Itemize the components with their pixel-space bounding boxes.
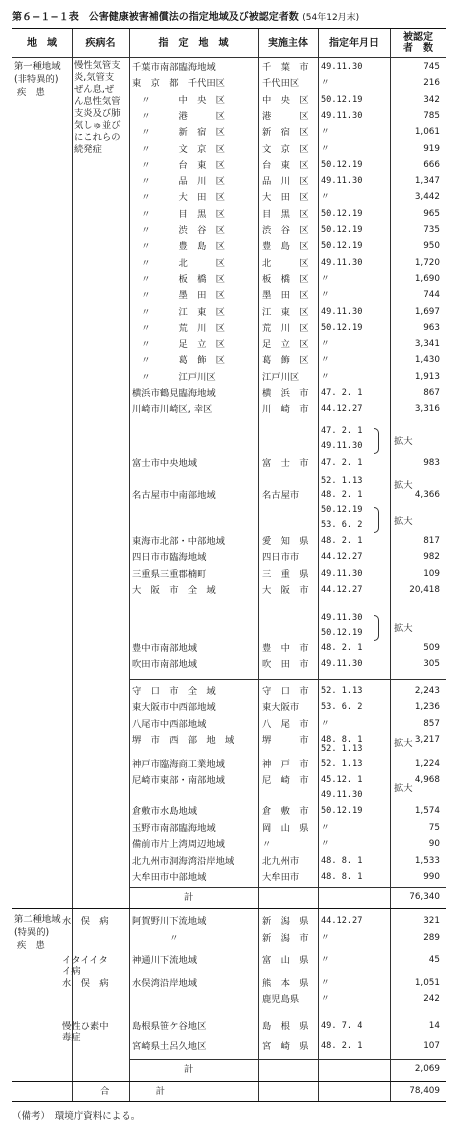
date-cell: 〃 xyxy=(321,718,330,729)
date-cell: 50.12.19 xyxy=(321,241,363,252)
date-cell: 45.12. 1 xyxy=(321,775,363,785)
body-cell: 守 口 市 xyxy=(262,686,309,697)
disease-cell: 慢性ひ素中 毒症 xyxy=(62,1020,109,1043)
date-cell: 50.12.19 xyxy=(321,322,363,333)
body-cell: 〃 xyxy=(262,839,272,850)
osaka-brace xyxy=(374,615,379,641)
date-cell: 48. 8. 1 xyxy=(321,855,363,866)
table-row xyxy=(12,700,446,715)
header-region: 地 域 xyxy=(27,37,57,49)
area-cell: 〃 xyxy=(132,932,179,944)
total-value: 78,409 xyxy=(409,1086,440,1096)
count-cell: 1,533 xyxy=(414,855,440,866)
body-cell: 品 川 区 xyxy=(262,176,309,188)
count-cell: 20,418 xyxy=(409,584,440,595)
count-cell: 982 xyxy=(423,552,440,563)
area-cell: 〃 品 川 区 xyxy=(132,176,225,188)
fuji-date-row-1 xyxy=(12,424,446,439)
body-cell: 大 阪 市 xyxy=(262,584,309,596)
table-row xyxy=(12,256,446,271)
count-cell: 1,913 xyxy=(414,371,440,382)
body-cell: 文 京 区 xyxy=(262,143,309,155)
table-row xyxy=(12,402,446,417)
date-cell: 〃 xyxy=(321,143,330,154)
date-cell: 〃 xyxy=(321,339,330,350)
sakai-date-row-b xyxy=(12,742,446,757)
date-cell: 53. 6. 2 xyxy=(321,702,363,713)
nagoya-kakudai: 拡大 xyxy=(394,516,413,527)
date-cell: 49.11.30 xyxy=(321,306,363,317)
area-cell: 水俣湾沿岸地域 xyxy=(132,977,198,989)
area-cell: 〃 足 立 区 xyxy=(132,339,225,351)
header-disease: 疾病名 xyxy=(85,37,116,49)
table-row xyxy=(12,353,446,368)
body-cell: 倉 敷 市 xyxy=(262,806,309,817)
date-cell: 49.11.30 xyxy=(321,659,363,669)
area-cell: 玉野市南部臨海地域 xyxy=(132,822,216,834)
count-cell: 109 xyxy=(423,568,440,579)
table-row xyxy=(12,93,446,108)
body-cell: 大牟田市 xyxy=(262,872,300,883)
date-cell: 49.11.30 xyxy=(321,176,363,187)
date-cell: 48. 2. 1 xyxy=(321,643,363,653)
count-cell: 242 xyxy=(423,994,440,1004)
area-cell: 守 口 市 全 域 xyxy=(132,686,216,697)
osaka-date-a: 49.11.30 xyxy=(321,613,363,623)
count-cell: 1,347 xyxy=(414,176,440,187)
count-cell: 1,690 xyxy=(414,273,440,284)
date-cell: 47. 2. 1 xyxy=(321,458,363,468)
date-cell: 52. 1.13 xyxy=(321,759,363,769)
table-row xyxy=(12,158,446,173)
body-cell: 板 橋 区 xyxy=(262,273,309,285)
header-area: 指 定 地 域 xyxy=(158,37,229,49)
count-cell: 4,366 xyxy=(414,490,440,500)
body-cell: 富 山 県 xyxy=(262,955,309,966)
table-row xyxy=(12,109,446,124)
table-row xyxy=(12,534,446,549)
date-cell: 〃 xyxy=(321,127,330,138)
table-row xyxy=(12,870,446,885)
body-cell: 目 黒 区 xyxy=(262,208,309,220)
osaka-date-row-a xyxy=(12,611,446,626)
body-cell: 足 立 区 xyxy=(262,339,309,351)
body-cell: 川 崎 市 xyxy=(262,404,309,416)
fuji-date-b: 49.11.30 xyxy=(321,441,363,451)
table-row xyxy=(12,239,446,254)
body-cell: 尼 崎 市 xyxy=(262,775,309,786)
body-cell: 江 東 区 xyxy=(262,306,309,318)
group1-subtotal-value: 76,340 xyxy=(409,892,440,902)
body-cell: 渋 谷 区 xyxy=(262,225,309,236)
date-cell: 44.12.27 xyxy=(321,584,363,595)
body-cell: 豊 島 区 xyxy=(262,241,309,253)
table-row xyxy=(12,773,446,788)
table-row xyxy=(12,854,446,869)
body-cell: 三 重 県 xyxy=(262,568,309,580)
count-cell: 4,968 xyxy=(414,775,440,785)
area-cell: 〃 荒 川 区 xyxy=(132,322,225,334)
body-cell: 北 区 xyxy=(262,257,309,269)
rule-h-total xyxy=(12,1081,446,1082)
body-cell: 島 根 県 xyxy=(262,1020,309,1032)
body-cell: 千 葉 市 xyxy=(262,62,309,73)
area-cell: 三重県三重郡楠町 xyxy=(132,568,207,580)
count-cell: 744 xyxy=(423,290,440,301)
count-cell: 965 xyxy=(423,208,440,219)
body-cell: 四日市市 xyxy=(262,552,300,564)
table-row xyxy=(12,804,446,819)
date-cell: 49.11.30 xyxy=(321,62,363,72)
date-cell: 44.12.27 xyxy=(321,916,363,926)
date-cell: 44.12.27 xyxy=(321,404,363,415)
count-cell: 509 xyxy=(423,643,440,653)
fuji-brace xyxy=(374,428,379,454)
ama-kakudai: 拡大 xyxy=(394,783,413,794)
osaka-kakudai: 拡大 xyxy=(394,623,413,634)
area-cell: 〃 港 区 xyxy=(132,110,225,122)
count-cell: 321 xyxy=(423,916,440,926)
table-row xyxy=(12,125,446,140)
area-cell: 〃 中 央 区 xyxy=(132,94,225,106)
group2-subtotal-value: 2,069 xyxy=(414,1064,440,1074)
table-row xyxy=(12,567,446,582)
table-row xyxy=(12,641,446,656)
table-row xyxy=(12,583,446,598)
group2-region: 第二種地域 (特異的) 疾 患 xyxy=(14,914,61,951)
total-label: 合 計 xyxy=(100,1086,166,1097)
count-cell: 735 xyxy=(423,225,440,235)
date-cell: 49.11.30 xyxy=(321,568,363,579)
body-cell: 荒 川 区 xyxy=(262,322,309,334)
group1-subtotal-label: 計 xyxy=(184,892,194,903)
table-title-main: 第６−１−１表 公害健康被害補償法の指定地域及び被認定者数 xyxy=(12,12,299,23)
ama-date-b: 49.11.30 xyxy=(321,790,363,800)
group1-region: 第一種地域 (非特異的) 疾 患 xyxy=(14,61,61,98)
disease-cell: 水 俣 病 xyxy=(62,916,109,927)
fuji-kakudai-2: 拡大 xyxy=(394,480,413,491)
fuji-date-mid: 52. 1.13 xyxy=(321,476,363,486)
body-cell: 八 尾 市 xyxy=(262,718,309,730)
count-cell: 2,243 xyxy=(414,686,440,696)
nagoya-date-row-a xyxy=(12,503,446,518)
body-cell: 神 戸 市 xyxy=(262,759,309,770)
body-cell: 千代田区 xyxy=(262,78,300,90)
area-cell: 神戸市臨海商工業地域 xyxy=(132,759,225,770)
area-cell: 富士市中央地域 xyxy=(132,458,198,469)
area-cell: 名古屋市中南部地域 xyxy=(132,490,216,501)
date-cell: 44.12.27 xyxy=(321,552,363,563)
header-count: 被認定 者 数 xyxy=(403,32,433,54)
group1-subtotal-row xyxy=(12,890,446,905)
date-cell: 50.12.19 xyxy=(321,806,363,816)
date-cell: 50.12.19 xyxy=(321,208,363,219)
date-cell: 〃 xyxy=(321,955,330,965)
body-cell: 横 浜 市 xyxy=(262,388,309,399)
area-cell: 島根県笹ケ谷地区 xyxy=(132,1020,207,1032)
area-cell: 尼崎市東部・南部地域 xyxy=(132,775,225,786)
rule-h-sub1 xyxy=(129,887,446,888)
rule-h-sub2 xyxy=(129,1059,446,1060)
date-cell: 48. 2. 1 xyxy=(321,536,363,546)
table-row xyxy=(12,976,446,991)
date-cell: 49.11.30 xyxy=(321,110,363,121)
table-row xyxy=(12,386,446,401)
group2-subtotal-row xyxy=(12,1062,446,1077)
rule-h-group2 xyxy=(12,908,446,909)
count-cell: 857 xyxy=(423,718,440,729)
nagoya-date-a: 50.12.19 xyxy=(321,505,363,515)
body-cell: 堺 市 xyxy=(262,734,309,746)
count-cell: 1,061 xyxy=(414,127,440,138)
body-cell: 葛 飾 区 xyxy=(262,355,309,367)
nagoya-date-b: 53. 6. 2 xyxy=(321,520,363,530)
table-row xyxy=(12,142,446,157)
body-cell: 新 潟 県 xyxy=(262,916,309,927)
area-cell: 堺 市 西 部 地 域 xyxy=(132,734,235,746)
body-cell: 新 潟 市 xyxy=(262,932,309,944)
date-cell: 〃 xyxy=(321,192,330,203)
table-frame xyxy=(12,28,446,1102)
body-cell: 台 東 区 xyxy=(262,159,309,171)
body-cell: 中 央 区 xyxy=(262,94,309,106)
count-cell: 817 xyxy=(423,536,440,546)
count-cell: 1,051 xyxy=(414,977,440,988)
body-cell: 鹿児島県 xyxy=(262,994,300,1005)
table-row xyxy=(12,1019,446,1043)
count-cell: 983 xyxy=(423,458,440,468)
table-row xyxy=(12,305,446,320)
total-row xyxy=(12,1084,446,1099)
body-cell: 宮 崎 県 xyxy=(262,1041,309,1052)
count-cell: 107 xyxy=(423,1041,440,1051)
footnote: （備考） 環境庁資料による。 xyxy=(12,1111,141,1122)
count-cell: 3,316 xyxy=(414,404,440,415)
count-cell: 1,697 xyxy=(414,306,440,317)
fuji-mid-row xyxy=(12,474,446,489)
area-cell: 倉敷市水島地域 xyxy=(132,806,198,817)
count-cell: 90 xyxy=(428,839,440,849)
count-cell: 3,442 xyxy=(414,192,440,203)
count-cell: 1,720 xyxy=(414,257,440,268)
area-cell: 東 京 都 千代田区 xyxy=(132,78,225,90)
fuji-date-a: 47. 2. 1 xyxy=(321,426,363,436)
disease-cell: イタイイタ イ病 xyxy=(62,955,108,977)
fuji-kakudai: 拡大 xyxy=(394,436,413,447)
date-cell: 〃 xyxy=(321,371,330,382)
body-cell: 名古屋市 xyxy=(262,490,300,501)
table-row xyxy=(12,272,446,287)
area-cell: 阿賀野川下流地域 xyxy=(132,916,207,927)
body-cell: 愛 知 県 xyxy=(262,536,309,547)
table-row xyxy=(12,223,446,238)
table-row xyxy=(12,174,446,189)
count-cell: 950 xyxy=(423,241,440,252)
table-row xyxy=(12,456,446,471)
count-cell: 342 xyxy=(423,94,440,105)
area-cell: 東大阪市中西部地域 xyxy=(132,702,216,714)
body-cell: 東大阪市 xyxy=(262,702,300,714)
date-cell: 48. 8. 1 xyxy=(321,734,363,745)
count-cell: 919 xyxy=(423,143,440,154)
table-row xyxy=(12,488,446,503)
count-cell: 289 xyxy=(423,932,440,943)
date-cell: 48. 2. 1 xyxy=(321,490,363,500)
table-row xyxy=(12,821,446,836)
area-cell: 〃 大 田 区 xyxy=(132,192,225,204)
count-cell: 75 xyxy=(428,822,440,833)
date-cell: 50.12.19 xyxy=(321,159,363,170)
date-cell: 〃 xyxy=(321,78,330,89)
table-row xyxy=(12,657,446,672)
date-cell: 47. 2. 1 xyxy=(321,388,363,398)
body-cell: 新 宿 区 xyxy=(262,127,309,139)
table-row xyxy=(12,837,446,852)
count-cell: 3,217 xyxy=(414,734,440,745)
date-cell: 〃 xyxy=(321,822,330,833)
table-row xyxy=(12,337,446,352)
date-cell: 〃 xyxy=(321,839,330,849)
count-cell: 14 xyxy=(428,1020,440,1031)
count-cell: 963 xyxy=(423,322,440,333)
count-cell: 45 xyxy=(428,955,440,965)
nagoya-brace xyxy=(374,507,379,533)
table-row xyxy=(12,914,446,929)
nagoya-date-row-b xyxy=(12,518,446,533)
body-cell: 熊 本 県 xyxy=(262,977,309,989)
table-row xyxy=(12,550,446,565)
date-cell: 50.12.19 xyxy=(321,94,363,105)
group2-subtotal-label: 計 xyxy=(184,1064,194,1075)
area-cell: 川崎市川崎区, 幸区 xyxy=(132,404,213,416)
area-cell: 〃 台 東 区 xyxy=(132,159,225,171)
date-cell: 50.12.19 xyxy=(321,225,363,235)
table-row xyxy=(12,288,446,303)
count-cell: 666 xyxy=(423,159,440,170)
count-cell: 216 xyxy=(423,78,440,89)
date-cell: 〃 xyxy=(321,932,330,943)
body-cell: 豊 中 市 xyxy=(262,643,309,654)
osaka-date-b: 50.12.19 xyxy=(321,628,363,638)
area-cell: 〃 目 黒 区 xyxy=(132,208,225,220)
area-cell: 北九州市洞海湾沿岸地域 xyxy=(132,855,235,867)
header-date: 指定年月日 xyxy=(329,37,379,49)
body-cell: 北九州市 xyxy=(262,855,300,867)
osaka-date-row-b xyxy=(12,626,446,641)
count-cell: 1,236 xyxy=(414,702,440,713)
count-cell: 867 xyxy=(423,388,440,398)
area-cell: 〃 北 区 xyxy=(132,257,225,269)
area-cell: 豊中市南部地域 xyxy=(132,643,198,654)
count-cell: 305 xyxy=(423,659,440,669)
area-cell: 〃 墨 田 区 xyxy=(132,290,225,302)
table-row xyxy=(12,953,446,977)
body-cell: 富 士 市 xyxy=(262,458,309,469)
area-cell: 吹田市南部地域 xyxy=(132,659,198,670)
count-cell: 1,430 xyxy=(414,355,440,366)
area-cell: 〃 新 宿 区 xyxy=(132,127,225,139)
area-cell: 〃 板 橋 区 xyxy=(132,273,225,285)
count-cell: 990 xyxy=(423,872,440,882)
area-cell: 神通川下流地域 xyxy=(132,955,198,966)
area-cell: 千葉市南部臨海地域 xyxy=(132,62,216,73)
sakai-kakudai: 拡大 xyxy=(394,738,413,749)
table-row xyxy=(12,931,446,946)
body-cell: 岡 山 県 xyxy=(262,822,309,834)
area-cell: 大 阪 市 全 域 xyxy=(132,584,216,596)
area-cell: 〃 文 京 区 xyxy=(132,143,225,155)
area-cell: 宮崎県土呂久地区 xyxy=(132,1041,207,1052)
body-cell: 墨 田 区 xyxy=(262,290,309,302)
area-cell: 〃 葛 飾 区 xyxy=(132,355,225,367)
body-cell: 大 田 区 xyxy=(262,192,309,204)
table-row xyxy=(12,717,446,732)
body-cell: 吹 田 市 xyxy=(262,659,309,670)
table-row xyxy=(12,684,446,699)
area-cell: 備前市片上湾周辺地域 xyxy=(132,839,225,850)
area-cell: 〃 江戸川区 xyxy=(132,371,216,383)
group1-disease: 慢性気管支 炎,気管支 ぜん息,ぜ ん息性気管 支炎及び肺 気しゅ並び にこれらの 続発症 xyxy=(74,60,121,155)
date-cell: 49. 7. 4 xyxy=(321,1020,363,1031)
area-cell: 大牟田市中部地域 xyxy=(132,872,207,883)
date-cell: 〃 xyxy=(321,977,330,988)
area-cell: 四日市市臨海地域 xyxy=(132,552,207,564)
rule-h-gap xyxy=(129,679,446,680)
header-body: 実施主体 xyxy=(268,37,308,49)
date-cell: 〃 xyxy=(321,994,330,1004)
date-cell: 〃 xyxy=(321,290,330,301)
area-cell: 横浜市鶴見臨海地域 xyxy=(132,388,216,399)
table-title xyxy=(12,8,359,23)
area-cell: 〃 江 東 区 xyxy=(132,306,225,318)
date-cell: 48. 2. 1 xyxy=(321,1041,363,1051)
table-row xyxy=(12,76,446,91)
count-cell: 1,224 xyxy=(414,759,440,769)
table-row xyxy=(12,190,446,205)
area-cell: 〃 豊 島 区 xyxy=(132,241,225,253)
date-cell: 〃 xyxy=(321,355,330,366)
table-row xyxy=(12,992,446,1007)
rule-h-header xyxy=(12,57,446,58)
count-cell: 3,341 xyxy=(414,339,440,350)
table-row xyxy=(12,207,446,222)
table-title-date: (54年12月末) xyxy=(302,13,360,23)
table-row xyxy=(12,1039,446,1054)
disease-cell: 水 俣 病 xyxy=(62,977,109,989)
body-cell: 港 区 xyxy=(262,110,309,122)
date-cell: 〃 xyxy=(321,273,330,284)
sakai-date-b: 52. 1.13 xyxy=(321,744,363,754)
count-cell: 785 xyxy=(423,110,440,121)
count-cell: 1,574 xyxy=(414,806,440,816)
fuji-date-row-2 xyxy=(12,439,446,454)
table-row xyxy=(12,60,446,75)
table-row xyxy=(12,370,446,385)
count-cell: 745 xyxy=(423,62,440,72)
body-cell: 江戸川区 xyxy=(262,371,300,383)
date-cell: 48. 8. 1 xyxy=(321,872,363,882)
area-cell: 東海市北部・中部地域 xyxy=(132,536,225,547)
date-cell: 52. 1.13 xyxy=(321,686,363,696)
area-cell: 八尾市中西部地域 xyxy=(132,718,207,730)
table-row xyxy=(12,321,446,336)
area-cell: 〃 渋 谷 区 xyxy=(132,225,225,236)
ama-date-row-b xyxy=(12,788,446,803)
table-row xyxy=(12,757,446,772)
date-cell: 49.11.30 xyxy=(321,257,363,268)
